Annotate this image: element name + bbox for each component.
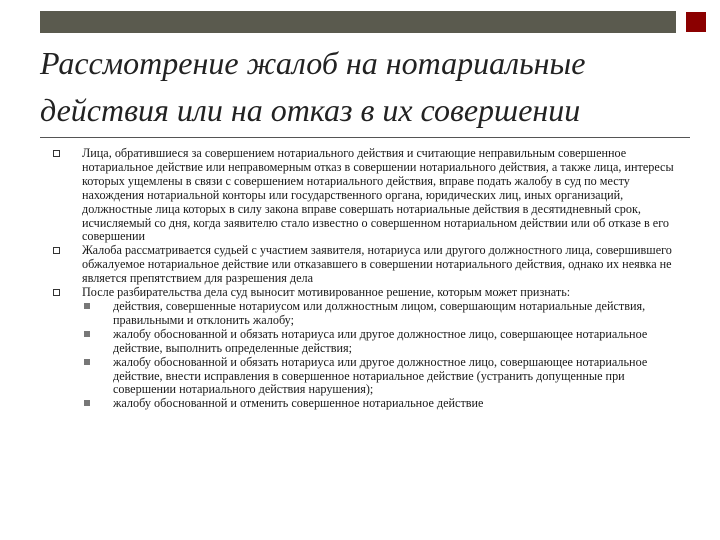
- slide-content: [48, 147, 688, 411]
- bullet-text-2: Жалоба рассматривается судьей с участием заявителя, нотариуса или другого должностного лица, совершившего обжалуемое нотариальное действие или отказавшего в совершении нотариального действия, однако их неявка не является препятствием для разрешения дела: [82, 243, 672, 286]
- filled-square-icon: [84, 331, 90, 337]
- sub-bullet-item-4: [48, 397, 688, 411]
- filled-square-icon: [84, 359, 90, 365]
- sub-bullet-text-3: жалобу обоснованной и обязать нотариуса или другое должностное лицо, совершающее нотариальное действие, внести исправления в совершенное нотариальное действие (устранить допущенные при совершении нотариального действия нарушения);: [113, 354, 648, 397]
- hollow-square-icon: [53, 150, 60, 157]
- sub-bullet-list: [48, 300, 688, 411]
- hollow-square-icon: [53, 289, 60, 296]
- bullet-text-1: Лица, обратившиеся за совершением нотариального действия и считающие неправильным совершенное нотариальное действие или неправомерным отказ в совершении нотариального действия, а также лица, интересы которых ущемлены в связи с совершением нотариального действия, вправе подать жалобу в суд по месту нахождения нотариальной конторы или государственного органа, юридических лиц, иных организаций, должностные лица которых в силу закона вправе совершать нотариальные действия в десятидневный срок, исчисляемый со дня, когда заявителю стало известно о совершенном нотариальном действии или об отказе в его совершении: [82, 146, 674, 244]
- sub-bullet-item-2: [48, 328, 688, 356]
- bullet-item-2: [48, 244, 688, 286]
- title-line-2: действия или на отказ в их совершении: [40, 92, 581, 128]
- sub-bullet-item-1: [48, 300, 688, 328]
- sub-bullet-text-4: жалобу обоснованной и отменить совершенное нотариальное действие: [113, 396, 484, 411]
- sub-bullet-text-1: действия, совершенные нотариусом или должностным лицом, совершающим нотариальные действия, правильными и отклонить жалобу;: [113, 298, 646, 327]
- bullet-item-1: [48, 147, 688, 244]
- title-divider: [40, 137, 690, 138]
- filled-square-icon: [84, 303, 90, 309]
- filled-square-icon: [84, 400, 90, 406]
- corner-square-decoration: [686, 12, 706, 32]
- top-bar: [40, 11, 676, 33]
- sub-bullet-text-2: жалобу обоснованной и обязать нотариуса или другое должностное лицо, совершающее нотариальное действие, выполнить определенные действия;: [113, 326, 648, 355]
- bullet-text-3: После разбирательства дела суд выносит мотивированное решение, которым может признать:: [82, 285, 571, 300]
- sub-bullet-item-3: [48, 356, 688, 398]
- title-line-1: Рассмотрение жалоб на нотариальные: [40, 45, 586, 81]
- bullet-item-3: [48, 286, 688, 300]
- slide-title: [40, 40, 700, 134]
- hollow-square-icon: [53, 247, 60, 254]
